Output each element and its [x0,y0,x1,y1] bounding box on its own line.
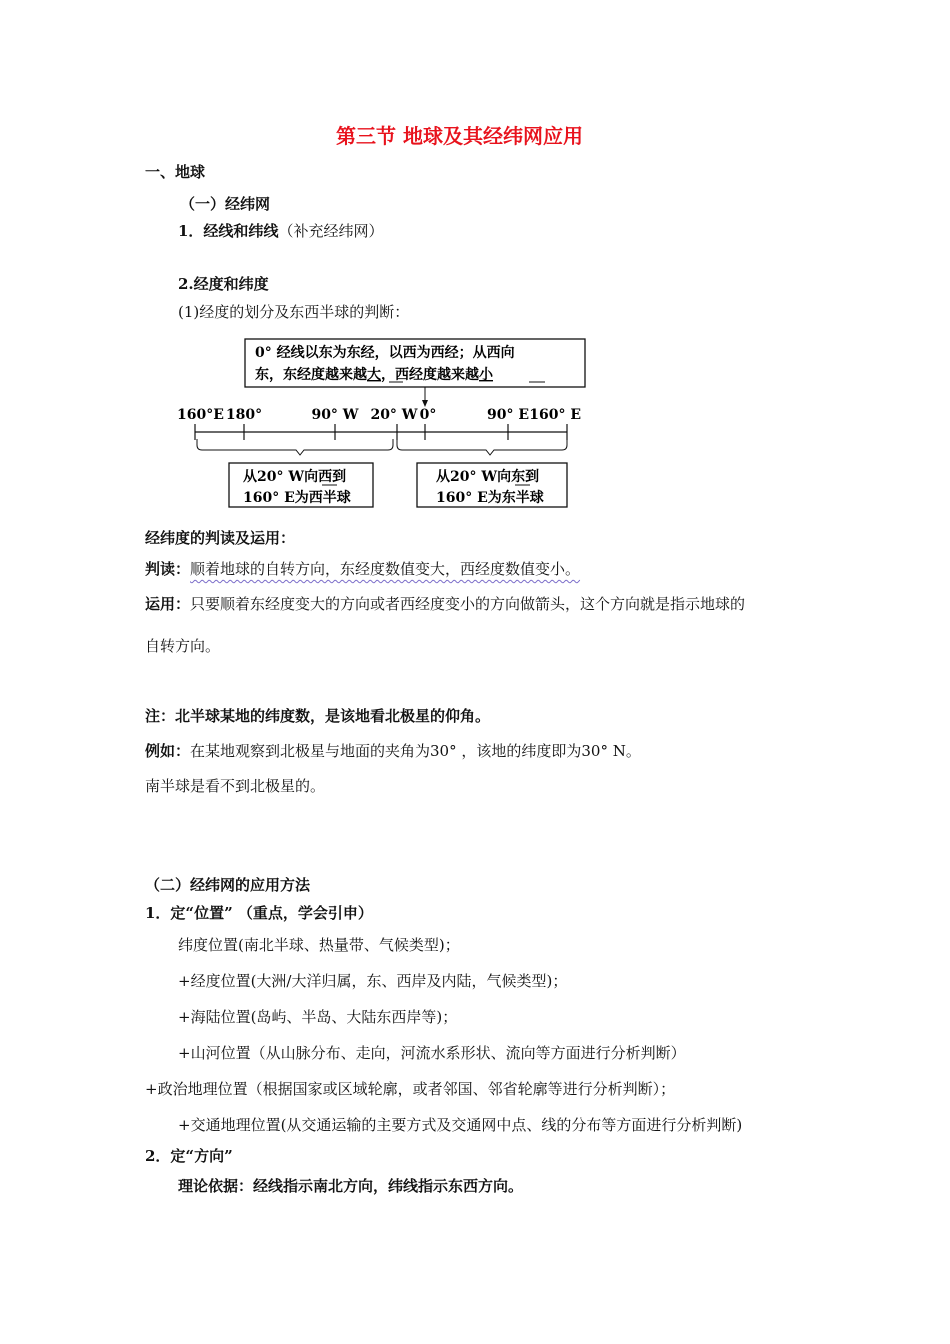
item-longitude-latitude: 2.经度和纬度 [178,275,269,293]
tick-label: 180° [225,407,263,423]
item-note: （补充经纬网） [278,222,384,240]
position-item-latitude: 纬度位置(南北半球、热量带、气候类型)； [178,936,460,954]
position-item-longitude: +经度位置(大洲/大洋归属，东、西岸及内陆，气候类型)； [178,972,568,990]
position-item-mountain-river: +山河位置（从山脉分布、走向，河流水系形状、流向等方面进行分析判断） [178,1044,686,1062]
southern-hemisphere-note: 南半球是看不到北极星的。 [145,777,326,795]
example-paragraph [145,744,641,759]
underlined-east: 东 [511,469,526,485]
usage-paragraph-line2: 自转方向。 [145,637,221,655]
item-label: 1．经线和纬线 [178,222,279,240]
tick-label: 20° W [370,407,418,423]
tick-label: 90° E [486,407,530,423]
direction-heading: 2．定“方向” [145,1147,233,1165]
west-box-line2: 160° E为西半球 [243,490,351,506]
position-heading: 1．定“位置” （重点，学会引申） [145,904,373,922]
position-item-transport: +交通地理位置(从交通运输的主要方式及交通网中点、线的分布等方面进行分析判断) [178,1116,743,1134]
east-box-line1: 从20° W向东到 [436,469,540,485]
tick-label: 160° E [529,407,581,423]
example-text: 在某地观察到北极星与地面的夹角为30° ，该地的纬度即为30° N。 [190,742,641,760]
west-box-line1: 从20° W向西到 [243,469,347,485]
page-title: 第三节 地球及其经纬网应用 [336,124,583,148]
note-polaris: 注：北半球某地的纬度数，是该地看北极星的仰角。 [145,707,491,725]
reading-label: 判读： [145,560,191,578]
example-label: 例如： [145,742,191,760]
longitude-hemisphere-diagram [0,0,950,520]
reading-paragraph [145,562,580,577]
position-item-political: +政治地理位置（根据国家或区域轮廓，或者邻国、邻省轮廓等进行分析判断）； [145,1080,676,1098]
usage-text: 只要顺着东经度变大的方向或者西经度变小的方向做箭头，这个方向就是指示地球的 [190,595,746,613]
underlined-small: 小 [479,367,493,383]
west-hemisphere-bracket [197,439,393,455]
top-box-line1: 0° 经线以东为东经，以西为西经；从西向 [255,345,515,361]
direction-theory: 理论依据：经线指示南北方向，纬线指示东西方向。 [178,1177,524,1195]
east-box-line2: 160° E为东半球 [436,490,544,506]
top-box-line2: 东，东经度越来越大，西经度越来越小 [255,367,493,383]
position-item-sea-land: +海陆位置(岛屿、半岛、大陆东西岸等)； [178,1008,458,1026]
tick-label: 160°E [177,407,224,423]
reading-usage-heading: 经纬度的判读及运用： [145,529,296,547]
underlined-west: 西 [318,469,333,485]
reading-text: 顺着地球的自转方向，东经度数值变大，西经度数值变小。 [190,560,581,578]
subsection-heading-graticule: （一）经纬网 [180,195,271,213]
tick-labels [177,407,581,423]
underlined-big: 大 [367,367,381,383]
usage-label: 运用： [145,595,191,613]
tick-label: 0° [419,407,437,423]
east-hemisphere-bracket [397,439,567,455]
usage-paragraph-line1 [145,597,745,612]
pointer-arrow-head [422,400,428,407]
subsection-heading-methods: （二）经纬网的应用方法 [145,876,311,894]
item-longitude-division: (1)经度的划分及东西半球的判断： [178,303,410,321]
tick-label: 90° W [311,407,359,423]
section-heading-earth: 一、地球 [145,163,206,181]
